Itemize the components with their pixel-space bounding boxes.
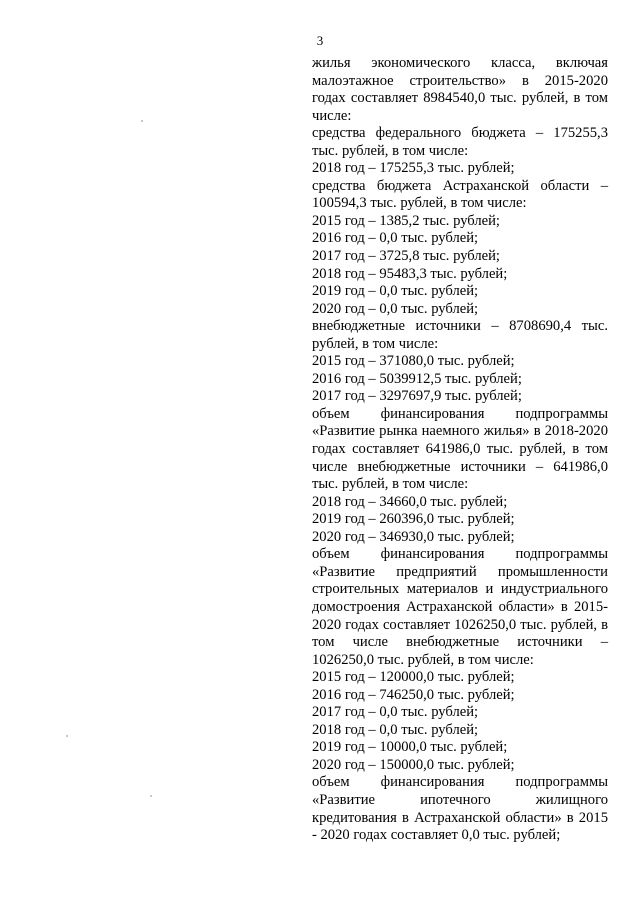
- line-regional-2018: 2018 год – 95483,3 тыс. рублей;: [312, 265, 508, 282]
- paragraph-extrabudgetary: внебюджетные источники – 8708690,4 тыс. рублей, в том числе:: [312, 318, 608, 352]
- line-rental-2018: 2018 год – 34660,0 тыс. рублей;: [312, 493, 508, 510]
- line-extrabudgetary-2016: 2016 год – 5039912,5 тыс. рублей;: [312, 370, 522, 387]
- line-materials-2016: 2016 год – 746250,0 тыс. рублей;: [312, 686, 515, 703]
- line-rental-2019: 2019 год – 260396,0 тыс. рублей;: [312, 511, 515, 528]
- paragraph-federal-budget: средства федерального бюджета – 175255,3 тыс. рублей, в том числе:: [312, 125, 608, 159]
- scan-speck: [66, 735, 68, 737]
- line-regional-2019: 2019 год – 0,0 тыс. рублей;: [312, 283, 479, 300]
- line-materials-2019: 2019 год – 10000,0 тыс. рублей;: [312, 739, 508, 756]
- line-extrabudgetary-2015: 2015 год – 371080,0 тыс. рублей;: [312, 353, 515, 370]
- line-materials-2018: 2018 год – 0,0 тыс. рублей;: [312, 721, 479, 738]
- line-extrabudgetary-2017: 2017 год – 3297697,9 тыс. рублей;: [312, 388, 522, 405]
- line-federal-2018: 2018 год – 175255,3 тыс. рублей;: [312, 160, 515, 177]
- text-column: [312, 55, 608, 845]
- paragraph-building-materials: объем финансирования подпрограммы «Развитие предприятий промышленности строительных материалов и индустриального домостроения Астраханской области» в 2015-2020 годах составляет 1026250,0 тыс. рублей, в том числе внебюджетные источники – 1026250,0 тыс. рублей, в том числе:: [312, 546, 608, 668]
- scan-speck: [150, 795, 152, 797]
- line-regional-2017: 2017 год – 3725,8 тыс. рублей;: [312, 248, 500, 265]
- line-materials-2015: 2015 год – 120000,0 тыс. рублей;: [312, 669, 515, 686]
- line-regional-2016: 2016 год – 0,0 тыс. рублей;: [312, 230, 479, 247]
- scan-speck: [141, 120, 143, 122]
- line-regional-2015: 2015 год – 1385,2 тыс. рублей;: [312, 212, 500, 229]
- paragraph-total-financing: жилья экономического класса, включая малоэтажное строительство» в 2015-2020 годах составляет 8984540,0 тыс. рублей, в том числе:: [312, 55, 608, 124]
- paragraph-rental-housing: объем финансирования подпрограммы «Развитие рынка наемного жилья» в 2018-2020 годах составляет 641986,0 тыс. рублей, в том числе внебюджетные источники – 641986,0 тыс. рублей, в том числе:: [312, 405, 608, 493]
- paragraph-mortgage-lending: объем финансирования подпрограммы «Развитие ипотечного жилищного кредитования в Астраханской области» в 2015 - 2020 годах составляет 0,0 тыс. рублей;: [312, 774, 608, 844]
- page-number: 3: [316, 33, 324, 48]
- paragraph-regional-budget: средства бюджета Астраханской области – 100594,3 тыс. рублей, в том числе:: [312, 177, 608, 212]
- line-materials-2017: 2017 год – 0,0 тыс. рублей;: [312, 704, 479, 721]
- line-materials-2020: 2020 год – 150000,0 тыс. рублей;: [312, 756, 515, 773]
- line-rental-2020: 2020 год – 346930,0 тыс. рублей;: [312, 528, 515, 545]
- line-regional-2020: 2020 год – 0,0 тыс. рублей;: [312, 300, 479, 317]
